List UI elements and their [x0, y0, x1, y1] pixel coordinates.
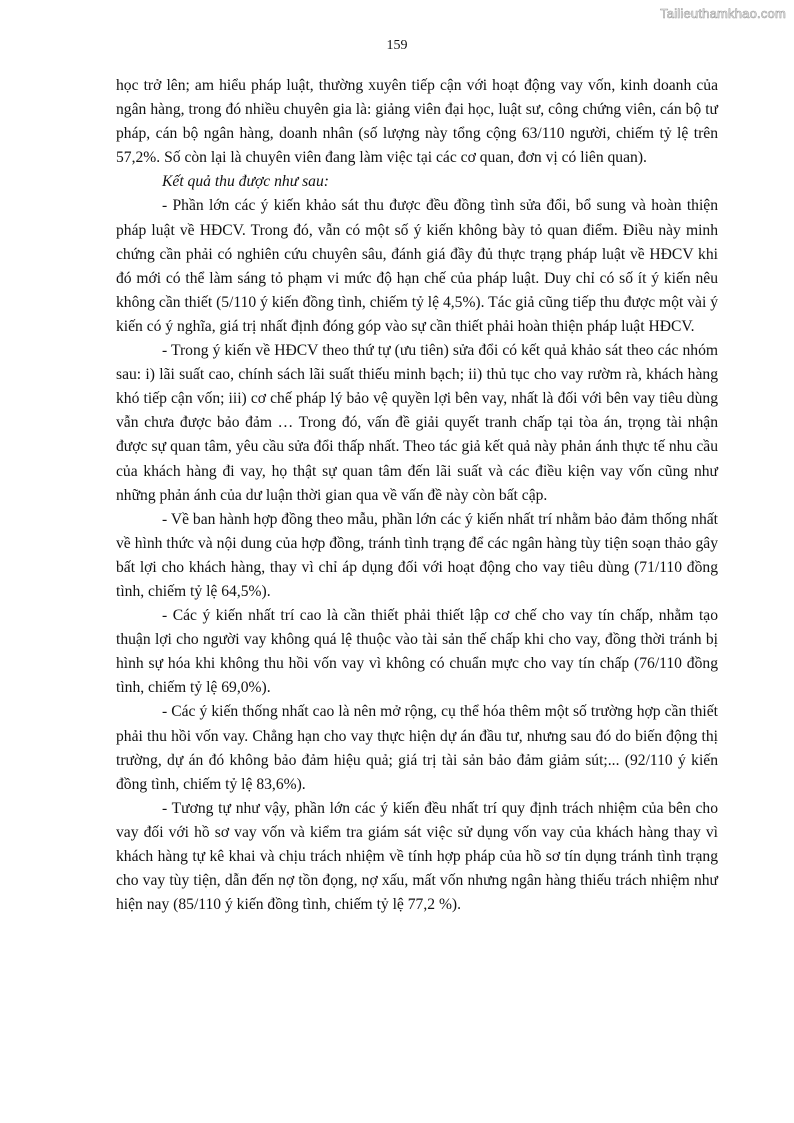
paragraph-item: - Tương tự như vậy, phần lớn các ý kiến đều nhất trí quy định trách nhiệm của bên cho vay đối với hồ sơ vay vốn và kiểm tra giám sát việc sử dụng vốn vay của khách hàng thay vì khách hàng tự kê khai và chịu trách nhiệm về tính hợp pháp của hồ sơ tín dụng tránh tình trạng cho vay tùy tiện, dẫn đến nợ tồn đọng, nợ xấu, mất vốn nhưng ngân hàng thiếu trách nhiệm như hiện nay (85/110 ý kiến đồng tình, chiếm tỷ lệ 77,2 %).: [116, 799, 718, 914]
paragraph-item: - Các ý kiến nhất trí cao là cần thiết phải thiết lập cơ chế cho vay tín chấp, nhằm tạo thuận lợi cho người vay không quá lệ thuộc vào tài sản thế chấp khi cho vay, đồng thời tránh bị hình sự hóa khi không thu hồi vốn vay vì không có chuẩn mực cho vay tín chấp (76/110 đồng tình, chiếm tỷ lệ 69,0%).: [116, 607, 718, 697]
paragraph-item: - Các ý kiến thống nhất cao là nên mở rộng, cụ thể hóa thêm một số trường hợp cần thiết phải thu hồi vốn vay. Chẳng hạn cho vay thực hiện dự án đầu tư, nhưng sau đó do biến động thị trường, dự án đó không bảo đảm hiệu quả; giá trị tài sản bảo đảm giảm sút;... (92/110 ý kiến đồng tình, chiếm tỷ lệ 83,6%).: [116, 703, 718, 793]
paragraph-item: - Phần lớn các ý kiến khảo sát thu được đều đồng tình sửa đổi, bổ sung và hoàn thiện pháp luật về HĐCV. Trong đó, vẫn có một số ý kiến không bày tỏ quan điểm. Điều này minh chứng cần phải có nghiên cứu chuyên sâu, đánh giá đầy đủ thực trạng pháp luật về HĐCV khi đó mới có thể làm sáng tỏ phạm vi mức độ hạn chế của pháp luật. Duy chỉ có số ít ý kiến nêu không cần thiết (5/110 ý kiến đồng tình, chiếm tỷ lệ 4,5%). Tác giả cũng tiếp thu được một vài ý kiến có ý nghĩa, giá trị nhất định đóng góp vào sự cần thiết phải hoàn thiện pháp luật HĐCV.: [116, 197, 718, 335]
paragraph-item: - Về ban hành hợp đồng theo mẫu, phần lớn các ý kiến nhất trí nhằm bảo đảm thống nhất về hình thức và nội dung của hợp đồng, tránh tình trạng để các ngân hàng tùy tiện soạn thảo gây bất lợi cho khách hàng, thay vì chỉ áp dụng đối với hoạt động cho vay tiêu dùng (71/110 đồng tình, chiếm tỷ lệ 64,5%).: [116, 510, 718, 600]
watermark-text: Tailieuthamkhao.com: [660, 6, 786, 21]
paragraph-item: - Trong ý kiến về HĐCV theo thứ tự (ưu tiên) sửa đổi có kết quả khảo sát theo các nhóm sau: i) lãi suất cao, chính sách lãi suất thiếu minh bạch; ii) thủ tục cho vay rườm rà, khách hàng khó tiếp cận vốn; iii) cơ chế pháp lý bảo vệ quyền lợi bên vay, nhất là đối với bên vay tiêu dùng vẫn chưa được bảo đảm … Trong đó, vấn đề giải quyết tranh chấp tại tòa án, trọng tài nhận được sự quan tâm, yêu cầu sửa đổi thấp nhất. Theo tác giả kết quả này phản ánh thực tế nhu cầu của khách hàng đi vay, họ thật sự quan tâm đến lãi suất và các điều kiện vay vốn cũng như những phản ánh của dư luận thời gian qua về vấn đề này còn bất cập.: [116, 342, 718, 504]
paragraph-continuation: học trở lên; am hiểu pháp luật, thường xuyên tiếp cận với hoạt động vay vốn, kinh doanh của ngân hàng, trong đó nhiều chuyên gia là: giảng viên đại học, luật sư, công chứng viên, cán bộ tư pháp, cán bộ ngân hàng, doanh nhân (số lượng này tổng cộng 63/110 người, chiếm tỷ lệ trên 57,2%. Số còn lại là chuyên viên đang làm việc tại các cơ quan, đơn vị có liên quan).: [116, 77, 718, 167]
page-number: 159: [386, 38, 408, 53]
page-body: [116, 74, 718, 917]
results-heading: Kết quả thu được như sau:: [162, 173, 329, 191]
